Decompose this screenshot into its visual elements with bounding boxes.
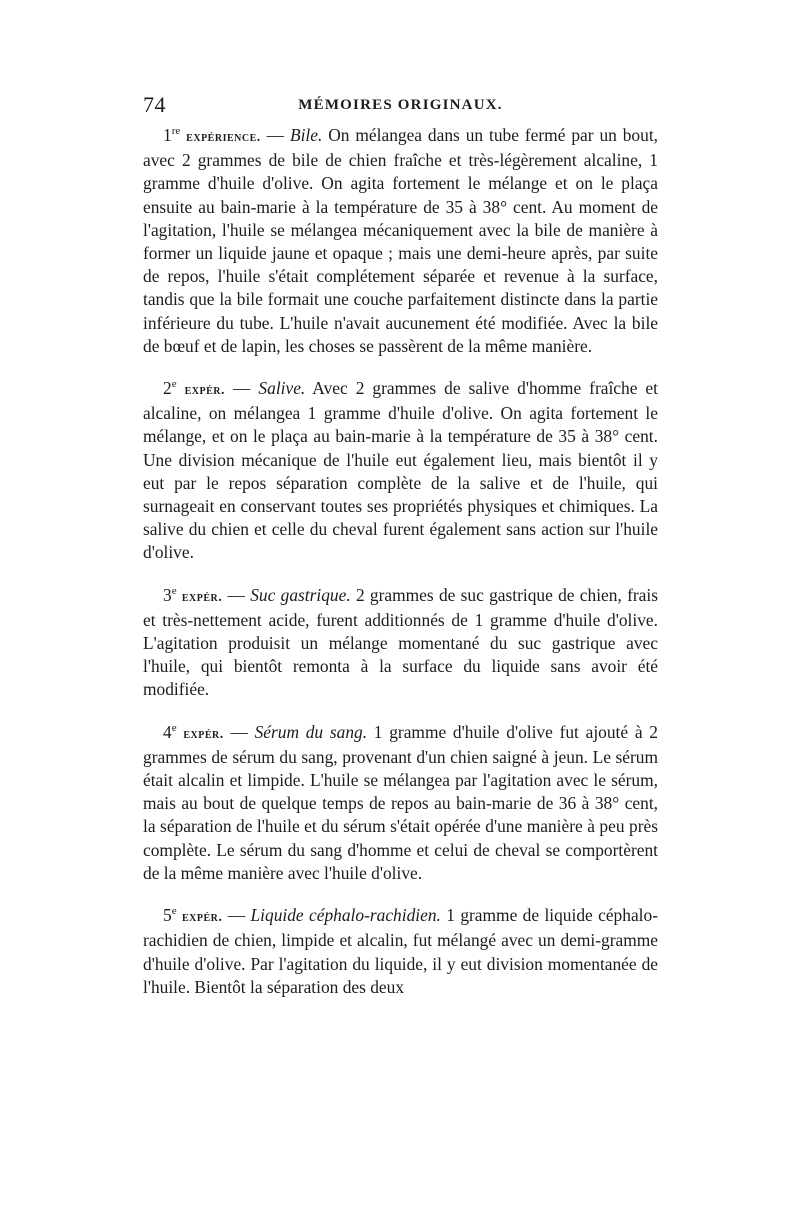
experiment-text: 1 gramme d'huile d'olive fut ajouté à 2 grammes de sérum du sang, provenant d'un chien saigné à jeun. Le sérum était alcalin et limpide. L'huile se mélangea par l'agitation avec le sérum, mais au bout de quelque temps de repos au bain-marie de 36 à 38° cent, la séparation de l'huile et du sérum s'était opérée d'une manière à peu près complète. Le sérum du sang d'homme et celui de cheval se comportèrent de la même manière avec l'huile d'olive. bbox=[143, 721, 658, 883]
experiment-subject: Suc gastrique. bbox=[250, 584, 351, 605]
page-number: 74 bbox=[143, 92, 166, 117]
experiment-4-paragraph: 4e expér. — Sérum du sang. 1 gramme d'huile d'olive fut ajouté à 2 grammes de sérum du sang, provenant d'un chien saigné à jeun. Le sérum était alcalin et limpide. L'huile se mélangea par l'agitation avec le sérum, mais au bout de quelque temps de repos au bain-marie de 36 à 38° cent, la séparation de l'huile et du sérum s'était opérée d'une manière à peu près complète. Le sérum du sang d'homme et celui de cheval se comportèrent de la même manière avec l'huile d'olive. bbox=[143, 721, 658, 883]
experiment-label: expérience. bbox=[186, 130, 261, 145]
experiment-5-paragraph: 5e expér. — Liquide céphalo-rachidien. 1 gramme de liquide céphalo-rachidien de chien, limpide et alcalin, fut mélangé avec un demi-gramme d'huile d'olive. Par l'agitation du liquide, il y eut division momentanée de l'huile. Bientôt la séparation des deux bbox=[143, 905, 658, 997]
experiment-number: 2e bbox=[163, 378, 177, 399]
experiment-number: 3e bbox=[163, 584, 177, 605]
experiment-3-paragraph: 3e expér. — Suc gastrique. 2 grammes de suc gastrique de chien, frais et très-nettement acide, furent additionnés de 1 gramme d'huile d'olive. L'agitation produisit un mélange momentané du suc gastrique avec l'huile, qui bientôt remonta à la surface du liquide sans avoir été modifiée. bbox=[143, 584, 658, 700]
experiment-number: 5e bbox=[163, 905, 177, 926]
experiment-subject: Sérum du sang. bbox=[254, 721, 368, 742]
running-head bbox=[143, 92, 658, 124]
running-title: MÉMOIRES ORIGINAUX. bbox=[298, 97, 503, 113]
book-page bbox=[143, 92, 658, 1018]
experiment-text: 1 gramme de liquide céphalo-rachidien de chien, limpide et alcalin, fut mélangé avec un demi-gramme d'huile d'olive. Par l'agitation du liquide, il y eut division momentanée de l'huile. Bientôt la séparation des deux bbox=[143, 905, 658, 997]
experiment-2-paragraph: 2e expér. — Salive. Avec 2 grammes de salive d'homme fraîche et alcaline, on mélangea 1 gramme d'huile d'olive. On agita fortement le mélange, et on le plaça au bain-marie à la température de 35 à 38° cent. Une division mécanique de l'huile eut également lieu, mais bientôt il y eut par le repos séparation complète de la salive et de l'huile, qui surnageait en conservant toutes ses propriétés physiques et chimiques. La salive du chien et celle du cheval furent également sans action sur l'huile d'olive. bbox=[143, 378, 658, 563]
experiment-text: Avec 2 grammes de salive d'homme fraîche et alcaline, on mélangea 1 gramme d'huile d'olive. On agita fortement le mélange, et on le plaça au bain-marie à la température de 35 à 38° cent. Une division mécanique de l'huile eut également lieu, mais bientôt il y eut par le repos séparation complète de la salive et de l'huile, qui surnageait en conservant toutes ses propriétés physiques et chimiques. La salive du chien et celle du cheval furent également sans action sur l'huile d'olive. bbox=[143, 378, 658, 563]
experiment-label: expér. bbox=[184, 383, 226, 399]
experiment-label: expér. bbox=[183, 726, 224, 742]
experiment-text: 2 grammes de suc gastrique de chien, frais et très-nettement acide, furent additionnés de 1 gramme d'huile d'olive. L'agitation produisit un mélange momentané du suc gastrique avec l'huile, qui bientôt remonta à la surface du liquide sans avoir été modifiée. bbox=[143, 584, 658, 700]
experiment-number: 4e bbox=[163, 721, 177, 742]
experiment-1-paragraph: 1re expérience. — Bile. On mélangea dans un tube fermé par un bout, avec 2 grammes de bile de chien fraîche et très-légèrement alcaline, 1 gramme d'huile d'olive. On agita fortement le mélange et on le plaça ensuite au bain-marie à la température de 35 à 38° cent. Au moment de l'agitation, l'huile se mélangea mécaniquement avec la bile de manière à former un liquide jaune et opaque ; mais une demi-heure après, par suite de repos, l'huile s'était complétement séparée et revenue à la surface, tandis que la bile formait une couche parfaitement distincte dans la partie inférieure du tube. L'huile n'avait aucunement été modifiée. Avec la bile de bœuf et de lapin, les choses se passèrent de la même manière. bbox=[143, 125, 659, 356]
experiment-number: 1re bbox=[163, 125, 181, 145]
experiment-subject: Salive. bbox=[258, 378, 306, 399]
experiment-subject: Liquide céphalo-rachidien. bbox=[250, 905, 441, 926]
experiment-text: On mélangea dans un tube fermé par un bout, avec 2 grammes de bile de chien fraîche et très-légèrement alcaline, 1 gramme d'huile d'olive. On agita fortement le mélange et on le plaça ensuite au bain-marie à la température de 35 à 38° cent. Au moment de l'agitation, l'huile se mélangea mécaniquement avec la bile de manière à former un liquide jaune et opaque ; mais une demi-heure après, par suite de repos, l'huile s'était complétement séparée et revenue à la surface, tandis que la bile formait une couche parfaitement distincte dans la partie inférieure du tube. L'huile n'avait aucunement été modifiée. Avec la bile de bœuf et de lapin, les choses se passèrent de la même manière. bbox=[143, 125, 659, 356]
experiment-subject: Bile. bbox=[289, 125, 323, 145]
experiment-label: expér. bbox=[181, 910, 223, 926]
experiment-label: expér. bbox=[181, 589, 223, 605]
